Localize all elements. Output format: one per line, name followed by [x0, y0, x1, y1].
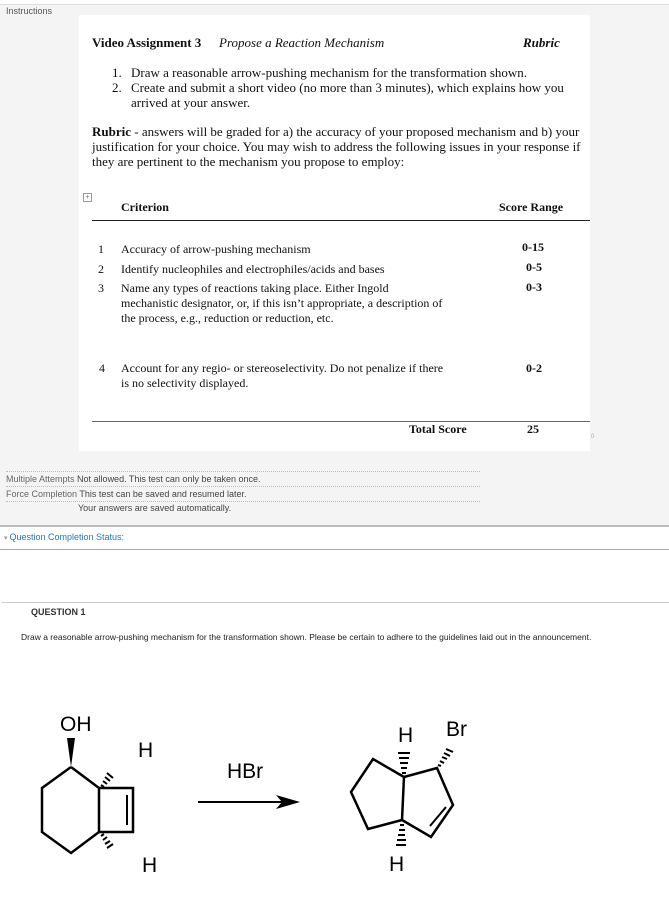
question-border: [2, 602, 669, 603]
col-criterion: Criterion: [121, 200, 169, 214]
row-score: 0-5: [526, 260, 542, 274]
row-number: 3: [98, 281, 104, 295]
rubric-line: - answers will be graded for a) the accuracy of your proposed mechanism and b) your: [131, 124, 580, 139]
info-label: Multiple Attempts: [6, 474, 75, 484]
row-number: 1: [98, 242, 104, 256]
row-score: 0-3: [526, 280, 542, 294]
row-criterion: the process, e.g., reduction or reduction, etc.: [121, 311, 334, 325]
info-row-force-completion: [6, 489, 246, 499]
rubric-bold: Rubric: [92, 124, 131, 139]
oh-label: OH: [60, 713, 92, 736]
corner-mark: 0: [591, 434, 595, 440]
divider: [0, 549, 669, 550]
total-label: Total Score: [409, 422, 467, 436]
step-text: Create and submit a short video (no more than 3 minutes), which explains how you: [131, 80, 564, 95]
step-number: 2.: [112, 80, 122, 95]
row-score: 0-2: [526, 361, 542, 375]
doc-rubric-heading: Rubric: [523, 35, 560, 50]
info-label: Force Completion: [6, 489, 78, 499]
step-number: 1.: [112, 65, 122, 80]
row-criterion: mechanistic designator, or, if this isn’t appropriate, a description of: [121, 296, 443, 310]
instructions-label: Instructions: [6, 6, 53, 16]
rubric-line: they are pertinent to the mechanism you propose to employ:: [92, 154, 405, 169]
rubric-line: justification for your choice. You may wish to address the following issues in your response if: [92, 139, 581, 154]
chevron-down-icon: ▾: [4, 535, 10, 542]
question-title: QUESTION 1: [31, 607, 86, 617]
row-number: 4: [99, 361, 105, 375]
expand-table-icon[interactable]: +: [83, 193, 92, 202]
header-rule: [92, 220, 590, 221]
divider: [6, 471, 480, 472]
info-value: Not allowed. This test can only be taken once.: [77, 474, 261, 484]
total-value: 25: [527, 422, 539, 436]
info-value: Your answers are saved automatically.: [78, 503, 232, 513]
row-criterion: Identify nucleophiles and electrophiles/acids and bases: [121, 262, 385, 276]
wedge-bond: [67, 738, 75, 767]
instructions-document: [79, 15, 590, 451]
question-completion-status-toggle[interactable]: [4, 532, 124, 542]
question-text: Draw a reasonable arrow-pushing mechanism for the transformation shown. Please be certain to adhere to the guidelines laid out in the announcement.: [21, 632, 592, 642]
starting-material: [42, 767, 133, 853]
h-label: H: [398, 724, 414, 747]
row-criterion: Name any types of reactions taking place. Either Ingold: [121, 281, 389, 295]
divider: [6, 486, 480, 487]
h-label: H: [142, 854, 158, 877]
step-text: arrived at your answer.: [131, 95, 251, 110]
step-text: Draw a reasonable arrow-pushing mechanism for the transformation shown.: [131, 65, 528, 80]
br-label: Br: [446, 718, 467, 741]
h-label: H: [138, 739, 154, 762]
total-rule: [92, 421, 590, 422]
row-number: 2: [98, 262, 104, 276]
info-value: This test can be saved and resumed later.: [79, 489, 247, 499]
row-score: 0-15: [522, 240, 544, 254]
reagent-label: HBr: [227, 760, 264, 783]
reaction-scheme: [0, 700, 669, 906]
doc-title: Video Assignment 3: [92, 35, 202, 50]
col-score-range: Score Range: [499, 200, 564, 214]
row-criterion: is no selectivity displayed.: [121, 376, 249, 390]
divider: [6, 501, 480, 502]
h-label: H: [389, 853, 405, 876]
hash-bond: [101, 773, 113, 848]
doc-subtitle: Propose a Reaction Mechanism: [219, 35, 385, 50]
info-row-multiple-attempts: [6, 474, 261, 484]
rubric-paragraph: [92, 124, 579, 140]
row-criterion: Accuracy of arrow-pushing mechanism: [121, 242, 311, 256]
row-criterion: Account for any regio- or stereoselectivity. Do not penalize if there: [121, 361, 444, 375]
completion-status-label: Question Completion Status:: [9, 532, 125, 542]
hash-bond: [396, 749, 453, 845]
